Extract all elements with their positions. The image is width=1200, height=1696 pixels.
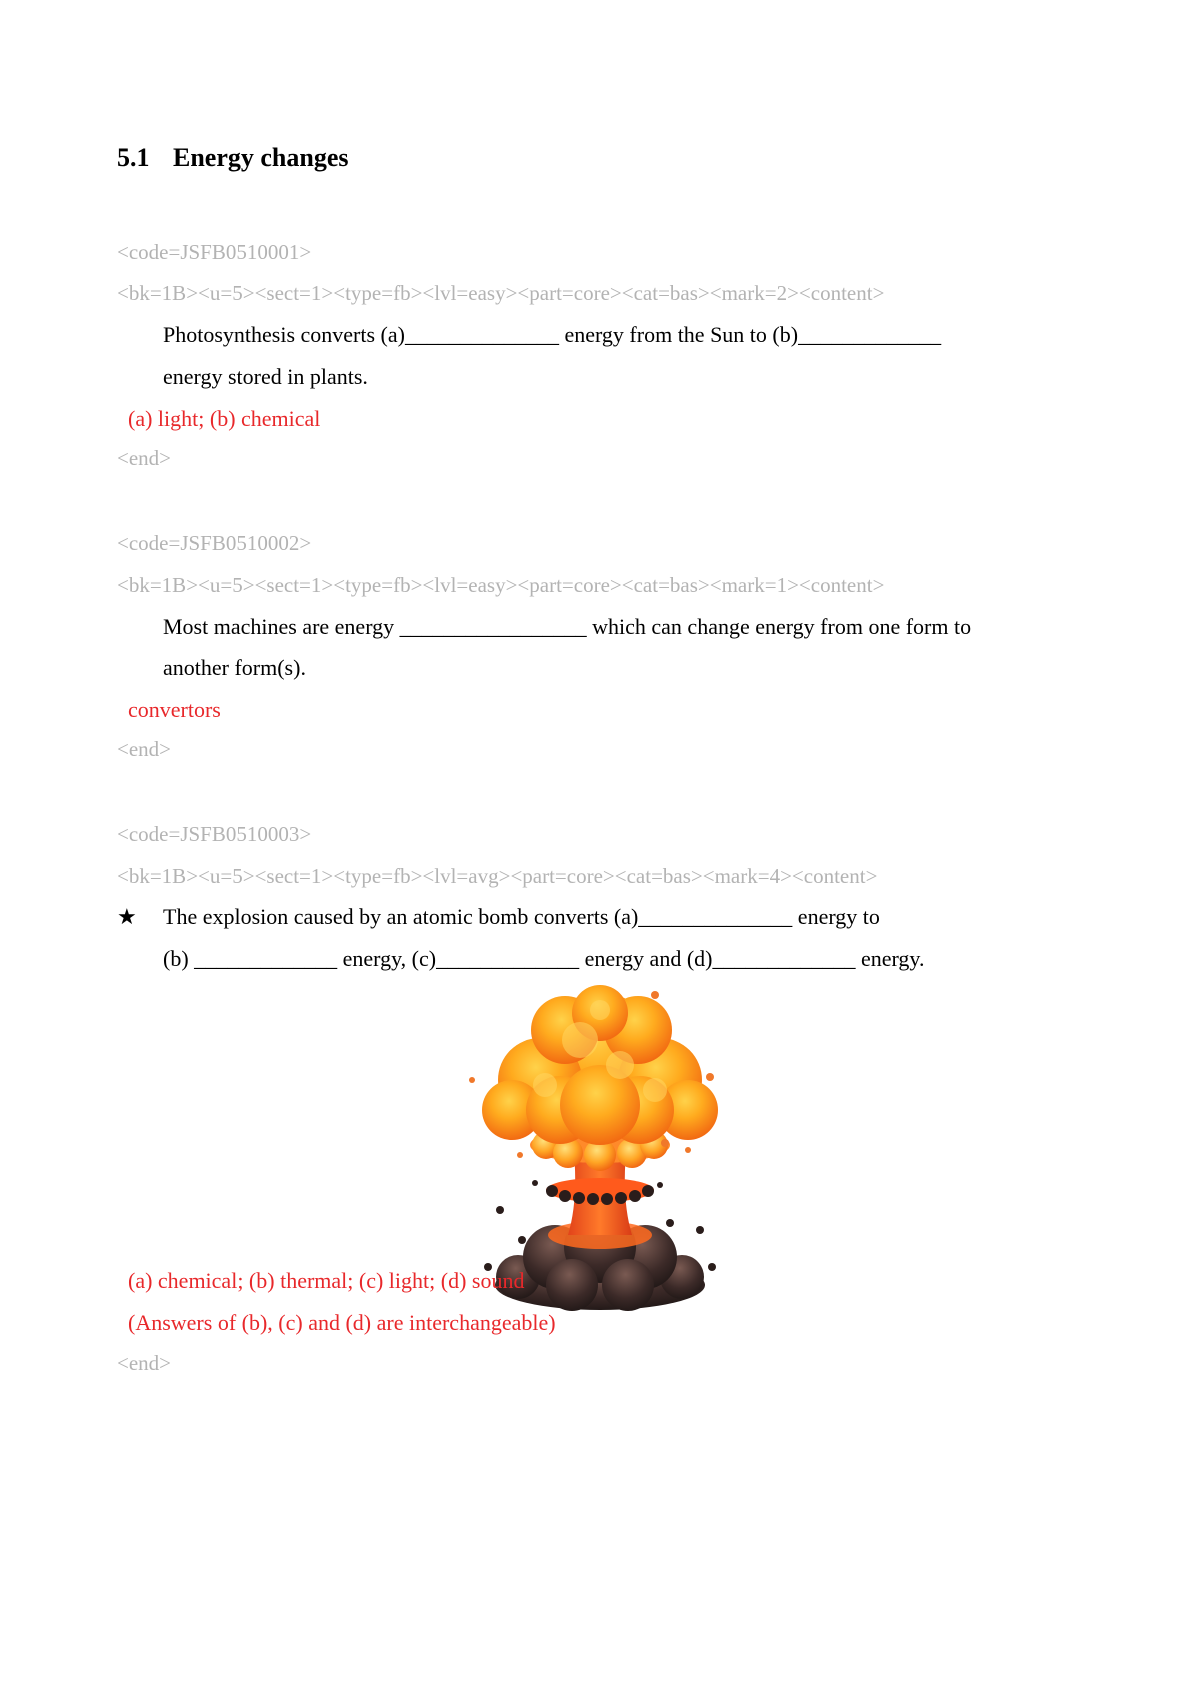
question-text-line: energy stored in plants.: [163, 364, 368, 389]
question-text-line: Most machines are energy _________________ which can change energy from one form to: [163, 614, 972, 639]
answer-line: (a) chemical; (b) thermal; (c) light; (d) sound: [128, 1268, 525, 1293]
answer-line: (Answers of (b), (c) and (d) are interchangeable): [128, 1310, 556, 1335]
section-heading: [117, 143, 349, 173]
question-text-line: Photosynthesis converts (a)______________ energy from the Sun to (b)_____________: [163, 322, 942, 347]
question-code-tag: <code=JSFB0510003>: [117, 822, 312, 846]
question-meta-tag: <bk=1B><u=5><sect=1><type=fb><lvl=easy><part=core><cat=bas><mark=2><content>: [117, 281, 885, 305]
question-end-tag: <end>: [117, 1351, 172, 1375]
question-text-line: (b) _____________ energy, (c)_____________ energy and (d)_____________ energy.: [163, 946, 925, 971]
question-text-line: another form(s).: [163, 655, 306, 680]
question-code-tag: <code=JSFB0510001>: [117, 240, 312, 264]
answer-line: (a) light; (b) chemical: [128, 406, 321, 431]
question-end-tag: <end>: [117, 737, 172, 761]
question-meta-tag: <bk=1B><u=5><sect=1><type=fb><lvl=easy><part=core><cat=bas><mark=1><content>: [117, 573, 885, 597]
star-icon: ★: [117, 904, 137, 929]
section-title: Energy changes: [173, 143, 349, 172]
question-meta-tag: <bk=1B><u=5><sect=1><type=fb><lvl=avg><part=core><cat=bas><mark=4><content>: [117, 864, 878, 888]
question-code-tag: <code=JSFB0510002>: [117, 531, 312, 555]
question-end-tag: <end>: [117, 446, 172, 470]
question-text-line: The explosion caused by an atomic bomb converts (a)______________ energy to: [163, 904, 880, 929]
section-number: 5.1: [117, 143, 150, 172]
answer-line: convertors: [128, 697, 221, 722]
mushroom-cloud-illustration: [460, 985, 740, 1315]
